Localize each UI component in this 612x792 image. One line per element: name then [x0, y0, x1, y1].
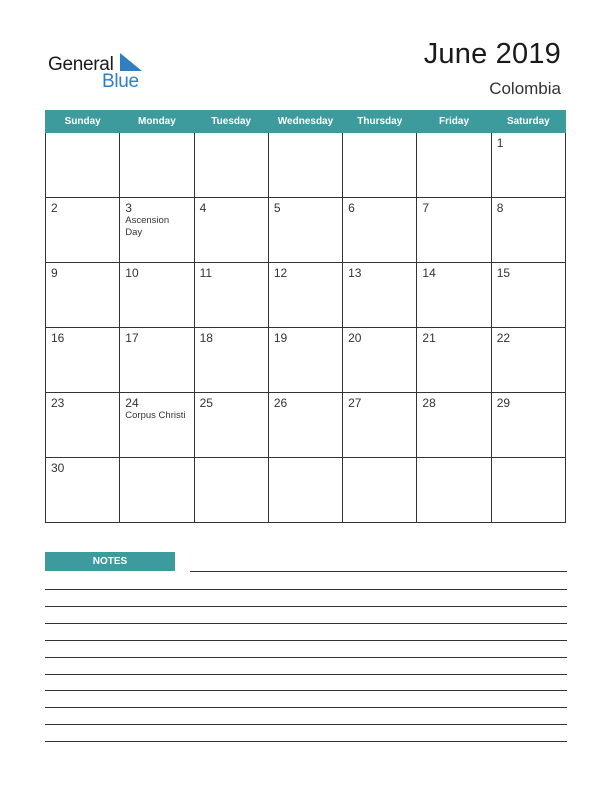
day-cell	[343, 393, 417, 458]
day-number: 5	[273, 201, 281, 215]
note-line	[45, 589, 567, 590]
calendar-week-row	[46, 393, 566, 458]
day-number: 14	[422, 266, 436, 280]
day-cell	[343, 263, 417, 328]
weekday-header: Wednesday	[268, 111, 342, 133]
day-cell	[491, 458, 565, 523]
day-cell	[268, 393, 342, 458]
day-cell	[491, 328, 565, 393]
day-cell	[120, 328, 194, 393]
day-number: 3	[125, 201, 132, 215]
calendar-grid	[45, 110, 566, 523]
country-subtitle: Colombia	[489, 79, 561, 98]
day-number: 19	[273, 331, 288, 345]
day-cell	[120, 458, 194, 523]
day-cell	[194, 393, 268, 458]
note-line	[45, 707, 567, 708]
day-number: 10	[125, 266, 139, 280]
day-cell	[46, 133, 120, 198]
day-cell	[194, 263, 268, 328]
weekday-header: Friday	[417, 111, 491, 133]
day-number: 11	[199, 266, 213, 280]
day-number: 4	[199, 201, 207, 215]
day-cell	[120, 263, 194, 328]
day-cell	[268, 328, 342, 393]
day-number: 30	[51, 461, 65, 475]
note-line	[190, 571, 567, 572]
day-cell	[194, 328, 268, 393]
day-number: 22	[496, 331, 511, 345]
day-number: 16	[51, 331, 65, 345]
day-cell	[120, 393, 194, 458]
day-number: 9	[51, 266, 58, 280]
day-cell	[343, 133, 417, 198]
day-cell	[46, 458, 120, 523]
day-number: 8	[496, 201, 504, 215]
calendar-week-row	[46, 133, 566, 198]
day-cell	[491, 393, 565, 458]
day-cell	[491, 263, 565, 328]
day-number: 1	[496, 136, 504, 150]
day-cell	[194, 198, 268, 263]
weekday-header: Monday	[120, 111, 194, 133]
day-cell	[417, 328, 491, 393]
calendar-week-row	[46, 458, 566, 523]
note-line	[45, 640, 567, 641]
note-line	[45, 690, 567, 691]
day-number: 24	[125, 396, 139, 410]
weekday-header: Thursday	[343, 111, 417, 133]
day-cell	[417, 393, 491, 458]
day-number: 2	[51, 201, 58, 215]
note-line	[45, 657, 567, 658]
weekday-header: Sunday	[46, 111, 120, 133]
day-cell	[491, 198, 565, 263]
day-cell	[268, 133, 342, 198]
day-cell	[194, 458, 268, 523]
note-line	[45, 741, 567, 742]
day-number: 27	[348, 396, 362, 410]
day-cell	[46, 393, 120, 458]
day-number: 13	[348, 266, 362, 280]
day-cell	[268, 198, 342, 263]
day-cell	[120, 133, 194, 198]
day-cell	[417, 263, 491, 328]
note-line	[45, 623, 567, 624]
day-cell	[46, 263, 120, 328]
day-cell	[491, 133, 565, 198]
day-cell	[417, 458, 491, 523]
day-cell	[46, 198, 120, 263]
day-cell	[268, 263, 342, 328]
weekday-header: Tuesday	[194, 111, 268, 133]
day-cell	[417, 198, 491, 263]
calendar-week-row	[46, 263, 566, 328]
calendar-week-row	[46, 328, 566, 393]
day-cell	[194, 133, 268, 198]
note-line	[45, 674, 567, 675]
day-cell	[417, 133, 491, 198]
logo-triangle-icon	[120, 53, 142, 71]
day-number: 25	[199, 396, 213, 410]
day-number: 29	[496, 396, 511, 410]
logo-word-general: General	[48, 54, 114, 75]
holiday-label: Ascension Day	[125, 215, 170, 238]
weekday-header: Saturday	[491, 111, 565, 133]
day-number: 20	[348, 331, 362, 345]
day-cell	[343, 458, 417, 523]
day-cell	[268, 458, 342, 523]
month-title: June 2019	[423, 38, 561, 70]
brand-logo	[48, 52, 158, 92]
day-number: 23	[51, 396, 65, 410]
day-number: 28	[422, 396, 436, 410]
day-number: 26	[273, 396, 288, 410]
calendar-week-row	[46, 198, 566, 263]
day-number: 12	[273, 266, 288, 280]
day-number: 6	[348, 201, 355, 215]
note-line	[45, 606, 567, 607]
holiday-label: Corpus Christi	[125, 410, 186, 421]
day-cell	[343, 198, 417, 263]
day-number: 18	[199, 331, 213, 345]
note-line	[45, 724, 567, 725]
weekday-header-row	[46, 111, 566, 133]
day-cell	[120, 198, 194, 263]
day-number: 15	[496, 266, 511, 280]
day-number: 17	[125, 331, 139, 345]
day-number: 7	[422, 201, 430, 215]
day-number: 21	[422, 331, 436, 345]
day-cell	[46, 328, 120, 393]
notes-label: NOTES	[45, 552, 175, 571]
day-cell	[343, 328, 417, 393]
logo-word-blue: Blue	[102, 71, 139, 92]
